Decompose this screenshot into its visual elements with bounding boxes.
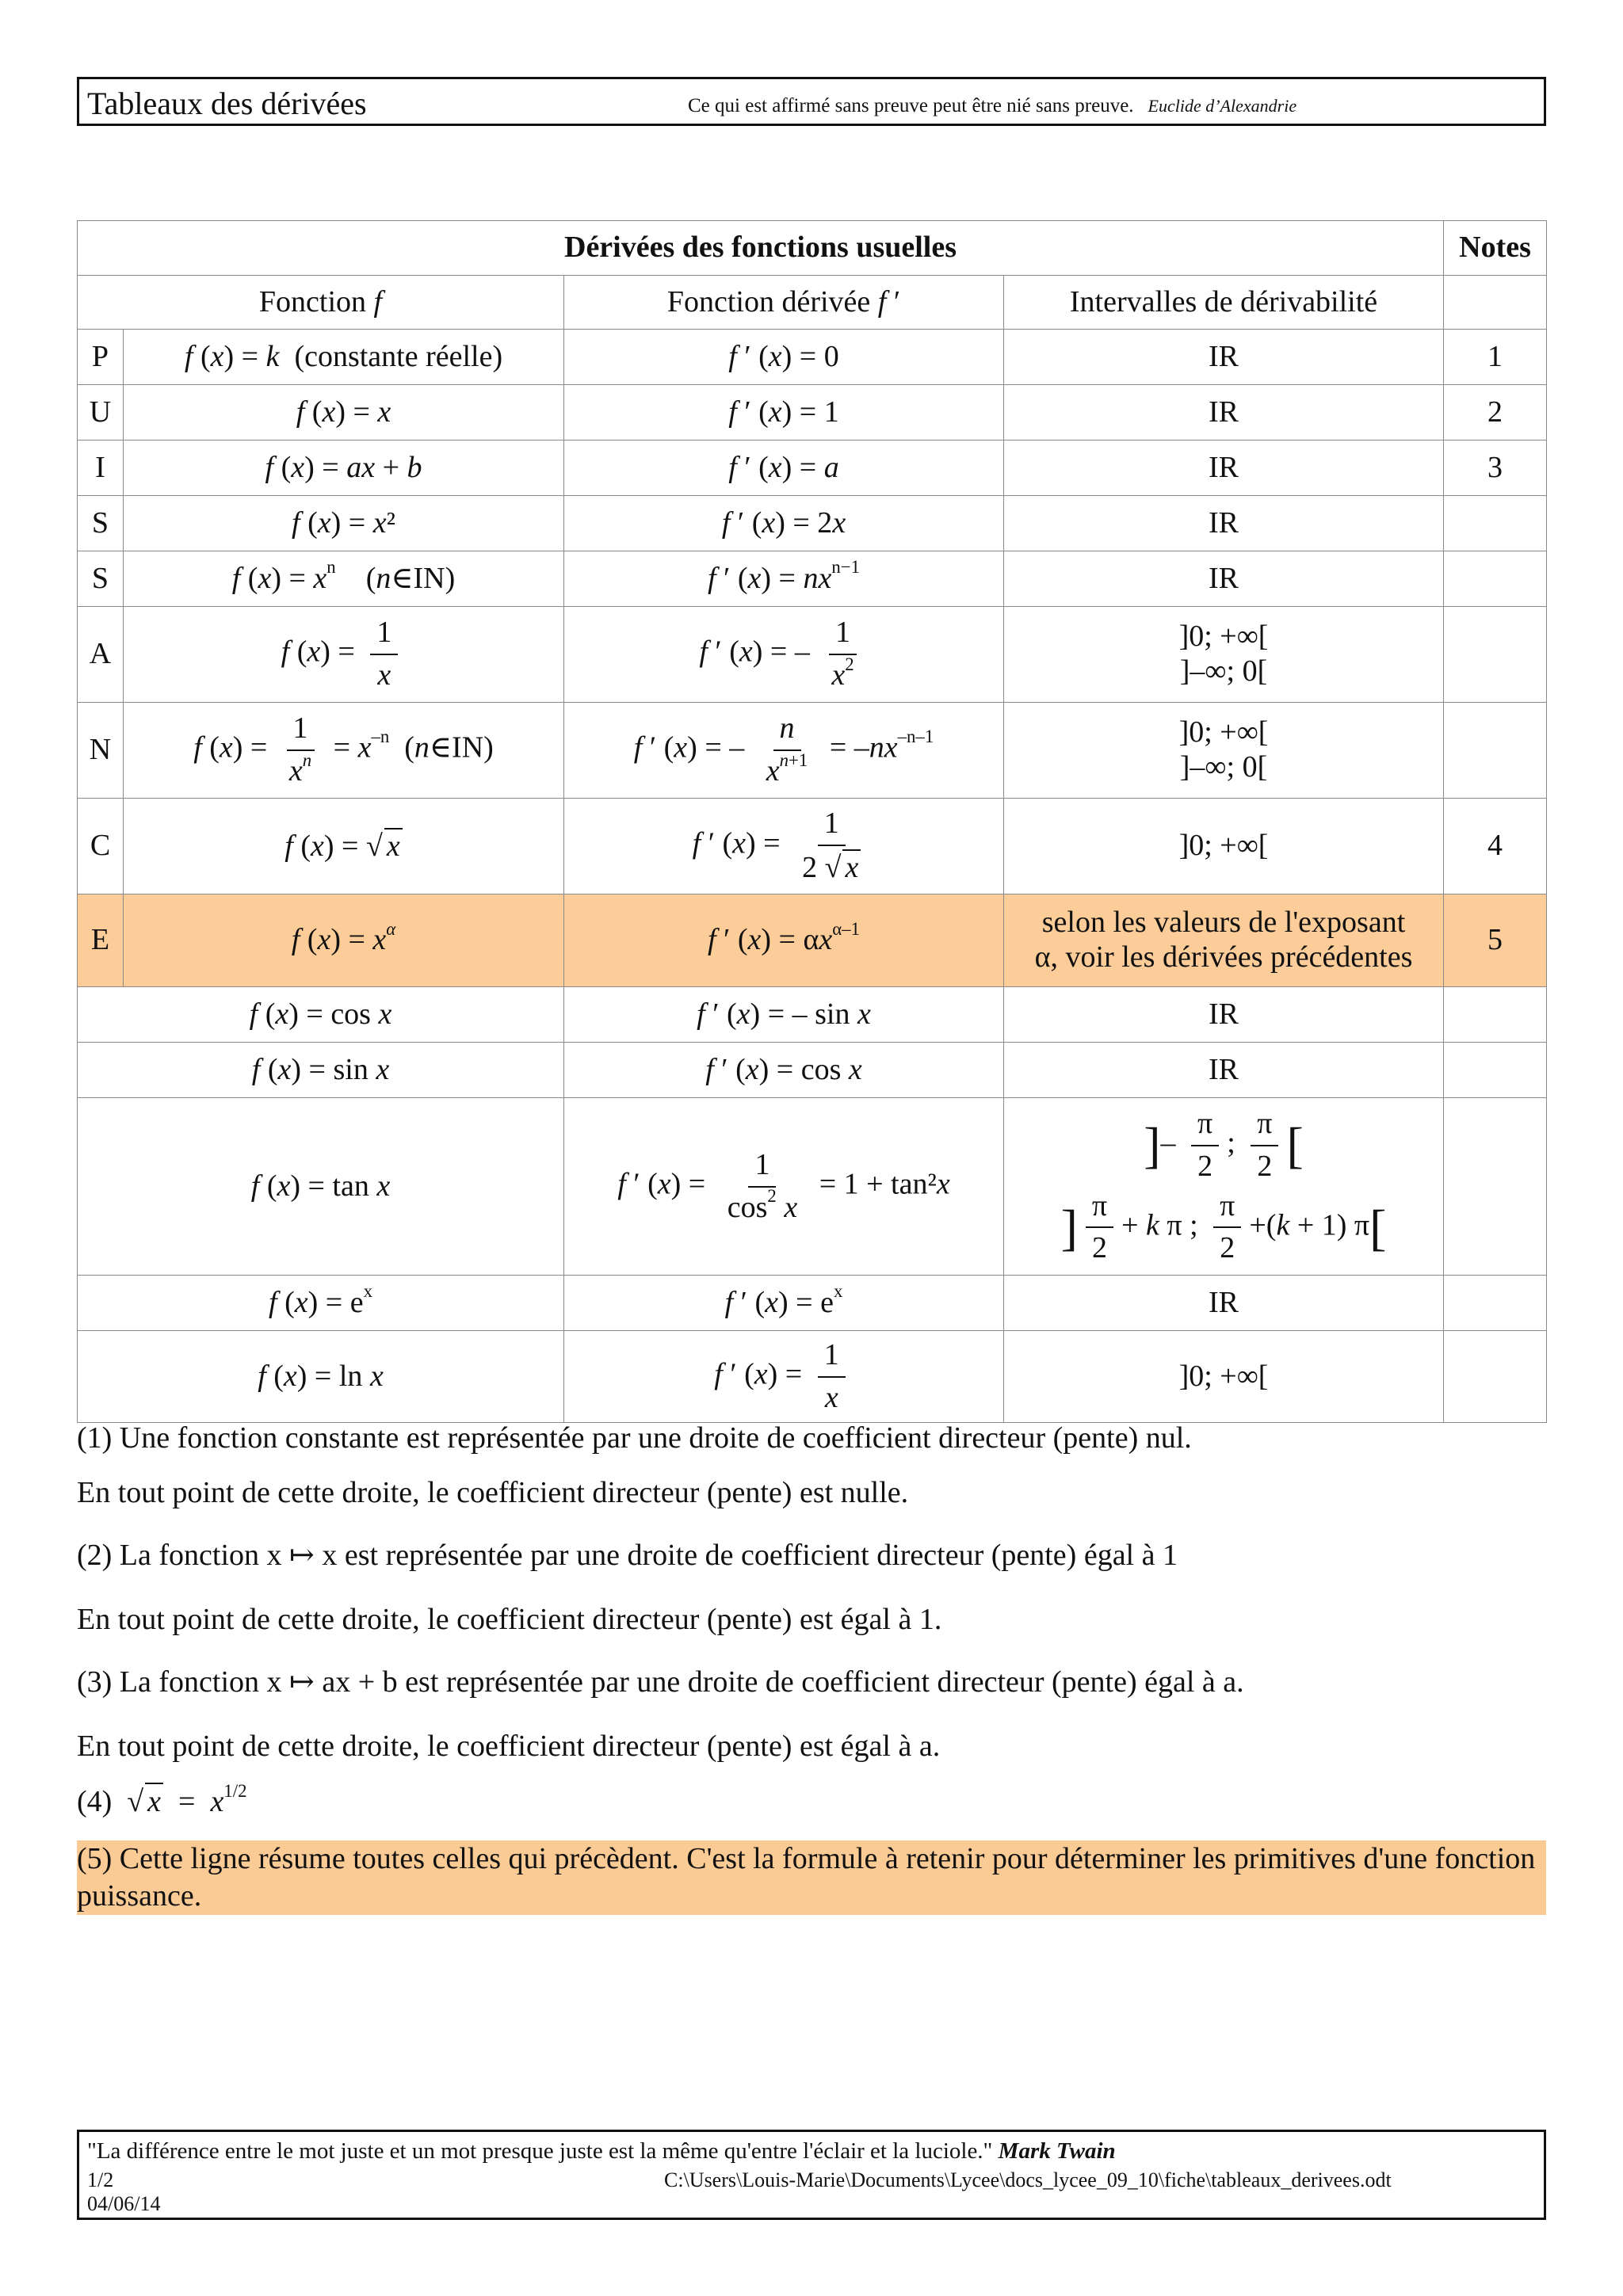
note-cell	[1444, 496, 1547, 551]
note-cell	[1444, 551, 1547, 607]
derivative-cell: f ′ $(x) = \alpha x^{\alpha-1}$	[564, 894, 1004, 987]
table-title-row	[78, 221, 1547, 276]
footer-date: 04/06/14	[87, 2192, 161, 2215]
note-cell	[1444, 1043, 1547, 1098]
row-letter: P	[78, 330, 124, 385]
row-letter: C	[78, 799, 124, 894]
interval-cell: IR	[1004, 551, 1444, 607]
table-row	[78, 799, 1547, 894]
derivative-cell: f ′ $(x) = nx^{n-1}$	[564, 551, 1004, 607]
file-path: C:\Users\Louis-Marie\Documents\Lycee\docs_lycee_09_10\fiche\tableaux_derivees.odt	[664, 2168, 1392, 2191]
footnote-3b: En tout point de cette droite, le coefficient directeur (pente) est égal à a.	[77, 1730, 941, 1763]
function-cell: f $(x) = e^x$	[78, 1276, 564, 1331]
interval-cell: ]– $\frac{\pi}{2}$ ; $\frac{\pi}{2}$ [ ] $\frac{\pi}{2}$ + k π ; $\frac{\pi}{2}$ +(k + 1) π[	[1004, 1098, 1444, 1276]
interval-line: selon les valeurs de l'exposant	[1041, 906, 1406, 940]
function-cell: f (x) = sin x	[78, 1043, 564, 1098]
interval-cell: ]0; +∞[	[1004, 1331, 1444, 1423]
function-cell: f (x) = k (constante réelle)	[124, 330, 564, 385]
derivative-cell: f ′ (x) = $\frac{1}{x}$	[564, 1331, 1004, 1423]
note-cell	[1444, 1276, 1547, 1331]
table-row-highlighted	[78, 894, 1547, 987]
footnote-2a: (2) La fonction x ↦ x est représentée par une droite de coefficient directeur (pente) égal à 1	[77, 1539, 1178, 1572]
page-number: 1/2	[87, 2168, 114, 2191]
table-row	[78, 1043, 1547, 1098]
interval-cell: IR	[1004, 1276, 1444, 1331]
derivative-cell: f ′ (x) = – sin x	[564, 987, 1004, 1043]
row-letter: U	[78, 385, 124, 441]
derivative-cell: f ′ (x) = 2x	[564, 496, 1004, 551]
table-header-row	[78, 276, 1547, 330]
function-cell: f (x) = ax + b	[124, 441, 564, 496]
function-cell: f (x) = tan x	[78, 1098, 564, 1276]
derivative-cell: f ′ (x) = – $\frac{1}{x^2}$	[564, 607, 1004, 703]
derivative-cell: f ′ (x) = 0	[564, 330, 1004, 385]
table-row	[78, 441, 1547, 496]
footnote-2b: En tout point de cette droite, le coefficient directeur (pente) est égal à 1.	[77, 1603, 942, 1636]
column-header-derivative: Fonction dérivée f ′	[564, 276, 1004, 330]
note-cell	[1444, 1098, 1547, 1276]
table-row	[78, 385, 1547, 441]
function-cell: f (x) = $\frac{1}{x}$	[124, 607, 564, 703]
table-row	[78, 987, 1547, 1043]
derivative-cell: f ′ (x) = $\frac{1}{2 √ x}$	[564, 799, 1004, 894]
derivative-cell: f ′ $(x) = e^x$	[564, 1276, 1004, 1331]
column-header-notes-empty	[1444, 276, 1547, 330]
footer-quote-author: Mark Twain	[998, 2138, 1116, 2164]
notes-header: Notes	[1444, 221, 1547, 276]
table-row	[78, 496, 1547, 551]
interval-line: ]0; +∞[	[1178, 715, 1269, 749]
interval-line: ]0; +∞[	[1178, 620, 1269, 654]
derivative-cell: f ′ (x) = $\frac{1}{\cos^2 x}$ = 1 + tan²x	[564, 1098, 1004, 1276]
function-cell: f (x) = √ x	[124, 799, 564, 894]
derivative-cell: f ′ (x) = a	[564, 441, 1004, 496]
function-cell: f (x) = cos x	[78, 987, 564, 1043]
note-cell: 3	[1444, 441, 1547, 496]
function-cell: f (x) = x²	[124, 496, 564, 551]
derivative-cell: f ′ (x) = 1	[564, 385, 1004, 441]
note-cell	[1444, 607, 1547, 703]
footnote-1b: En tout point de cette droite, le coefficient directeur (pente) est nulle.	[77, 1476, 909, 1509]
footnote-5-highlighted: (5) Cette ligne résume toutes celles qui précèdent. C'est la formule à retenir pour déterminer les primitives d'une fonction puissance.	[77, 1840, 1546, 1915]
interval-cell	[1004, 703, 1444, 799]
table-row	[78, 330, 1547, 385]
row-letter: S	[78, 551, 124, 607]
interval-cell: IR	[1004, 330, 1444, 385]
table-title: Dérivées des fonctions usuelles	[78, 221, 1444, 276]
header-quote-author: Euclide d’Alexandrie	[1148, 96, 1297, 116]
derivatives-table	[77, 220, 1547, 1423]
footer-quote	[87, 2138, 1116, 2164]
function-cell: f $(x) = x^\alpha$	[124, 894, 564, 987]
note-cell: 4	[1444, 799, 1547, 894]
table-row	[78, 703, 1547, 799]
column-header-interval: Intervalles de dérivabilité	[1004, 276, 1444, 330]
row-letter: E	[78, 894, 124, 987]
interval-cell: IR	[1004, 441, 1444, 496]
function-cell: f (x) = $\frac{1}{x^n}$ = $x^{-n}$ (n∈IN)	[124, 703, 564, 799]
footnote-1a: (1) Une fonction constante est représentée par une droite de coefficient directeur (pente) nul.	[77, 1421, 1192, 1455]
function-cell: f (x) = ln x	[78, 1331, 564, 1423]
interval-line: ]–∞; 0[	[1179, 654, 1268, 688]
note-cell	[1444, 703, 1547, 799]
interval-cell: IR	[1004, 987, 1444, 1043]
table-row	[78, 1098, 1547, 1276]
column-header-function: Fonction f	[78, 276, 564, 330]
page-footer	[77, 2130, 1546, 2220]
interval-cell: IR	[1004, 1043, 1444, 1098]
row-letter: A	[78, 607, 124, 703]
row-letter: I	[78, 441, 124, 496]
function-cell: f (x) = x	[124, 385, 564, 441]
interval-cell	[1004, 607, 1444, 703]
interval-cell: IR	[1004, 385, 1444, 441]
row-letter: S	[78, 496, 124, 551]
function-cell: f $(x) = x^n$ (n∈IN)	[124, 551, 564, 607]
interval-line: ]–∞; 0[	[1179, 750, 1268, 784]
footer-quote-text: "La différence entre le mot juste et un mot presque juste est la même qu'entre l'éclair et la luciole."	[87, 2138, 993, 2164]
header-quote	[688, 95, 1296, 117]
page-header	[77, 77, 1546, 126]
derivative-cell: f ′ (x) = – $\frac{n}{x^{n+1}}$ = $-nx^{-n-1}$	[564, 703, 1004, 799]
table-row	[78, 607, 1547, 703]
interval-cell: IR	[1004, 496, 1444, 551]
derivative-cell: f ′ (x) = cos x	[564, 1043, 1004, 1098]
header-quote-text: Ce qui est affirmé sans preuve peut être nié sans preuve.	[688, 95, 1134, 116]
note-cell	[1444, 987, 1547, 1043]
note-cell: 1	[1444, 330, 1547, 385]
footnote-3a: (3) La fonction x ↦ ax + b est représentée par une droite de coefficient directeur (pente) égal à a.	[77, 1665, 1244, 1699]
interval-line: α, voir les dérivées précédentes	[1034, 940, 1413, 974]
note-cell	[1444, 1331, 1547, 1423]
interval-cell: ]0; +∞[	[1004, 799, 1444, 894]
note-cell: 5	[1444, 894, 1547, 987]
table-row	[78, 551, 1547, 607]
table-row	[78, 1276, 1547, 1331]
note-cell: 2	[1444, 385, 1547, 441]
interval-cell	[1004, 894, 1444, 987]
table-row	[78, 1331, 1547, 1423]
document-title: Tableaux des dérivées	[87, 86, 367, 121]
footnote-4: (4) √ $x = x^{1/2}$	[77, 1780, 247, 1818]
row-letter: N	[78, 703, 124, 799]
